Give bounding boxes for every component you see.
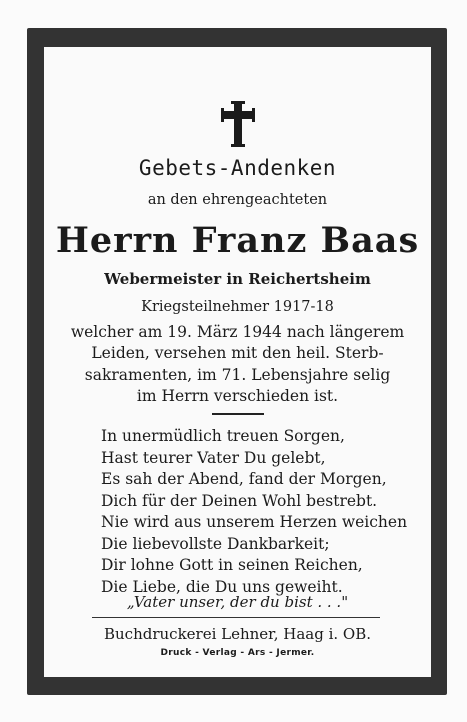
- poem-line: Die Liebe, die Du uns geweiht.: [101, 578, 343, 596]
- war-service-line: Kriegsteilnehmer 1917-18: [141, 299, 334, 315]
- card-title: Gebets-Andenken: [138, 156, 337, 180]
- prayer-line: „Vater unser, der du bist . . .": [126, 593, 349, 611]
- body-text-line: Leiden, versehen mit den heil. Sterb-: [91, 344, 384, 362]
- poem-line: Nie wird aus unserem Herzen weichen: [101, 513, 408, 531]
- occupation-line: Webermeister in Reichertsheim: [104, 270, 371, 288]
- deceased-name: Herrn Franz Baas: [55, 220, 420, 261]
- printer-credit: Buchdruckerei Lehner, Haag i. OB.: [103, 625, 371, 643]
- section-divider: [212, 413, 264, 415]
- card-subtitle: an den ehrengeachteten: [147, 192, 328, 208]
- poem-line: Dich für der Deinen Wohl bestrebt.: [101, 492, 378, 510]
- press-credit: Druck - Verlag - Ars - Jermer.: [160, 648, 315, 658]
- footer-divider: [92, 617, 380, 618]
- poem-line: Dir lohne Gott in seinen Reichen,: [101, 556, 363, 574]
- body-text-line: welcher am 19. März 1944 nach längerem: [70, 323, 405, 341]
- poem-line: Es sah der Abend, fand der Morgen,: [101, 470, 387, 488]
- poem-line: Die liebevollste Dankbarkeit;: [101, 535, 330, 553]
- body-text-line: im Herrn verschieden ist.: [136, 387, 339, 405]
- body-text-line: sakramenten, im 71. Lebensjahre selig: [84, 366, 391, 384]
- poem-line: Hast teurer Vater Du gelebt,: [101, 449, 326, 467]
- poem-line: In unermüdlich treuen Sorgen,: [101, 427, 345, 445]
- cross-icon: [220, 100, 256, 148]
